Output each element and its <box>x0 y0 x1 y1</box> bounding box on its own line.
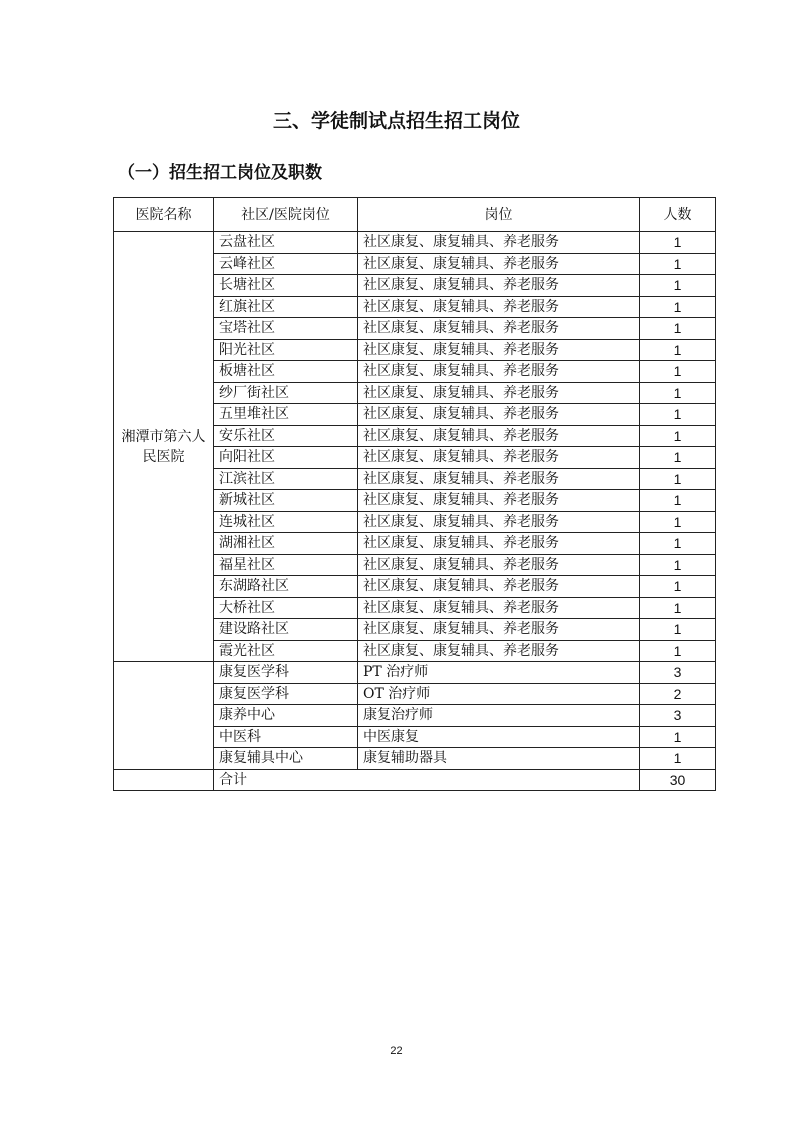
post-cell: 康复治疗师 <box>358 705 640 727</box>
total-row <box>114 769 716 791</box>
post-cell: OT 治疗师 <box>358 683 640 705</box>
count-cell: 1 <box>640 232 716 254</box>
site-cell: 阳光社区 <box>214 339 358 361</box>
post-cell: 社区康复、康复辅具、养老服务 <box>358 232 640 254</box>
positions-table <box>113 197 716 791</box>
count-cell: 1 <box>640 619 716 641</box>
post-cell: 社区康复、康复辅具、养老服务 <box>358 361 640 383</box>
post-cell: 社区康复、康复辅具、养老服务 <box>358 554 640 576</box>
total-label: 合计 <box>214 769 640 791</box>
count-cell: 1 <box>640 576 716 598</box>
count-cell: 1 <box>640 253 716 275</box>
count-cell: 1 <box>640 275 716 297</box>
subsection-title: （一）招生招工岗位及职数 <box>118 163 322 183</box>
post-cell: 社区康复、康复辅具、养老服务 <box>358 425 640 447</box>
site-cell: 霞光社区 <box>214 640 358 662</box>
count-cell: 1 <box>640 468 716 490</box>
site-cell: 东湖路社区 <box>214 576 358 598</box>
post-cell: 社区康复、康复辅具、养老服务 <box>358 253 640 275</box>
site-cell: 长塘社区 <box>214 275 358 297</box>
site-cell: 大桥社区 <box>214 597 358 619</box>
count-cell: 2 <box>640 683 716 705</box>
site-cell: 纱厂街社区 <box>214 382 358 404</box>
page-number: 22 <box>390 1045 403 1057</box>
section-title: 三、学徒制试点招生招工岗位 <box>272 110 520 132</box>
count-cell: 1 <box>640 748 716 770</box>
count-cell: 1 <box>640 425 716 447</box>
table-header-row <box>114 198 716 232</box>
site-cell: 云峰社区 <box>214 253 358 275</box>
site-cell: 建设路社区 <box>214 619 358 641</box>
post-cell: 社区康复、康复辅具、养老服务 <box>358 619 640 641</box>
site-cell: 板塘社区 <box>214 361 358 383</box>
count-cell: 1 <box>640 597 716 619</box>
count-cell: 1 <box>640 404 716 426</box>
site-cell: 康复医学科 <box>214 662 358 684</box>
table-body <box>114 232 716 791</box>
post-cell: 社区康复、康复辅具、养老服务 <box>358 275 640 297</box>
site-cell: 康复辅具中心 <box>214 748 358 770</box>
table-row <box>114 662 716 684</box>
count-cell: 1 <box>640 382 716 404</box>
count-cell: 1 <box>640 447 716 469</box>
count-cell: 3 <box>640 662 716 684</box>
site-cell: 康养中心 <box>214 705 358 727</box>
post-cell: 社区康复、康复辅具、养老服务 <box>358 511 640 533</box>
post-cell: 社区康复、康复辅具、养老服务 <box>358 339 640 361</box>
count-cell: 1 <box>640 318 716 340</box>
site-cell: 宝塔社区 <box>214 318 358 340</box>
count-cell: 1 <box>640 339 716 361</box>
post-cell: 社区康复、康复辅具、养老服务 <box>358 490 640 512</box>
count-cell: 1 <box>640 511 716 533</box>
site-cell: 向阳社区 <box>214 447 358 469</box>
post-cell: 社区康复、康复辅具、养老服务 <box>358 533 640 555</box>
count-cell: 1 <box>640 296 716 318</box>
table-row <box>114 232 716 254</box>
post-cell: 社区康复、康复辅具、养老服务 <box>358 404 640 426</box>
site-cell: 五里堆社区 <box>214 404 358 426</box>
site-cell: 云盘社区 <box>214 232 358 254</box>
header-post: 岗位 <box>358 198 640 232</box>
site-cell: 新城社区 <box>214 490 358 512</box>
count-cell: 1 <box>640 361 716 383</box>
count-cell: 1 <box>640 533 716 555</box>
post-cell: 社区康复、康复辅具、养老服务 <box>358 382 640 404</box>
post-cell: 社区康复、康复辅具、养老服务 <box>358 296 640 318</box>
post-cell: 康复辅助器具 <box>358 748 640 770</box>
header-site: 社区/医院岗位 <box>214 198 358 232</box>
count-cell: 1 <box>640 554 716 576</box>
post-cell: 社区康复、康复辅具、养老服务 <box>358 447 640 469</box>
site-cell: 福星社区 <box>214 554 358 576</box>
post-cell: 社区康复、康复辅具、养老服务 <box>358 640 640 662</box>
total-empty-cell <box>114 769 214 791</box>
count-cell: 1 <box>640 490 716 512</box>
site-cell: 连城社区 <box>214 511 358 533</box>
post-cell: 中医康复 <box>358 726 640 748</box>
total-count: 30 <box>640 769 716 791</box>
header-hospital-name: 医院名称 <box>114 198 214 232</box>
header-count: 人数 <box>640 198 716 232</box>
site-cell: 红旗社区 <box>214 296 358 318</box>
count-cell: 3 <box>640 705 716 727</box>
site-cell: 康复医学科 <box>214 683 358 705</box>
site-cell: 中医科 <box>214 726 358 748</box>
site-cell: 安乐社区 <box>214 425 358 447</box>
post-cell: 社区康复、康复辅具、养老服务 <box>358 576 640 598</box>
site-cell: 江滨社区 <box>214 468 358 490</box>
count-cell: 1 <box>640 640 716 662</box>
post-cell: 社区康复、康复辅具、养老服务 <box>358 597 640 619</box>
empty-hospital-cell <box>114 662 214 770</box>
hospital-name-cell: 湘潭市第六人民医院 <box>114 232 214 662</box>
post-cell: PT 治疗师 <box>358 662 640 684</box>
count-cell: 1 <box>640 726 716 748</box>
post-cell: 社区康复、康复辅具、养老服务 <box>358 318 640 340</box>
site-cell: 湖湘社区 <box>214 533 358 555</box>
post-cell: 社区康复、康复辅具、养老服务 <box>358 468 640 490</box>
